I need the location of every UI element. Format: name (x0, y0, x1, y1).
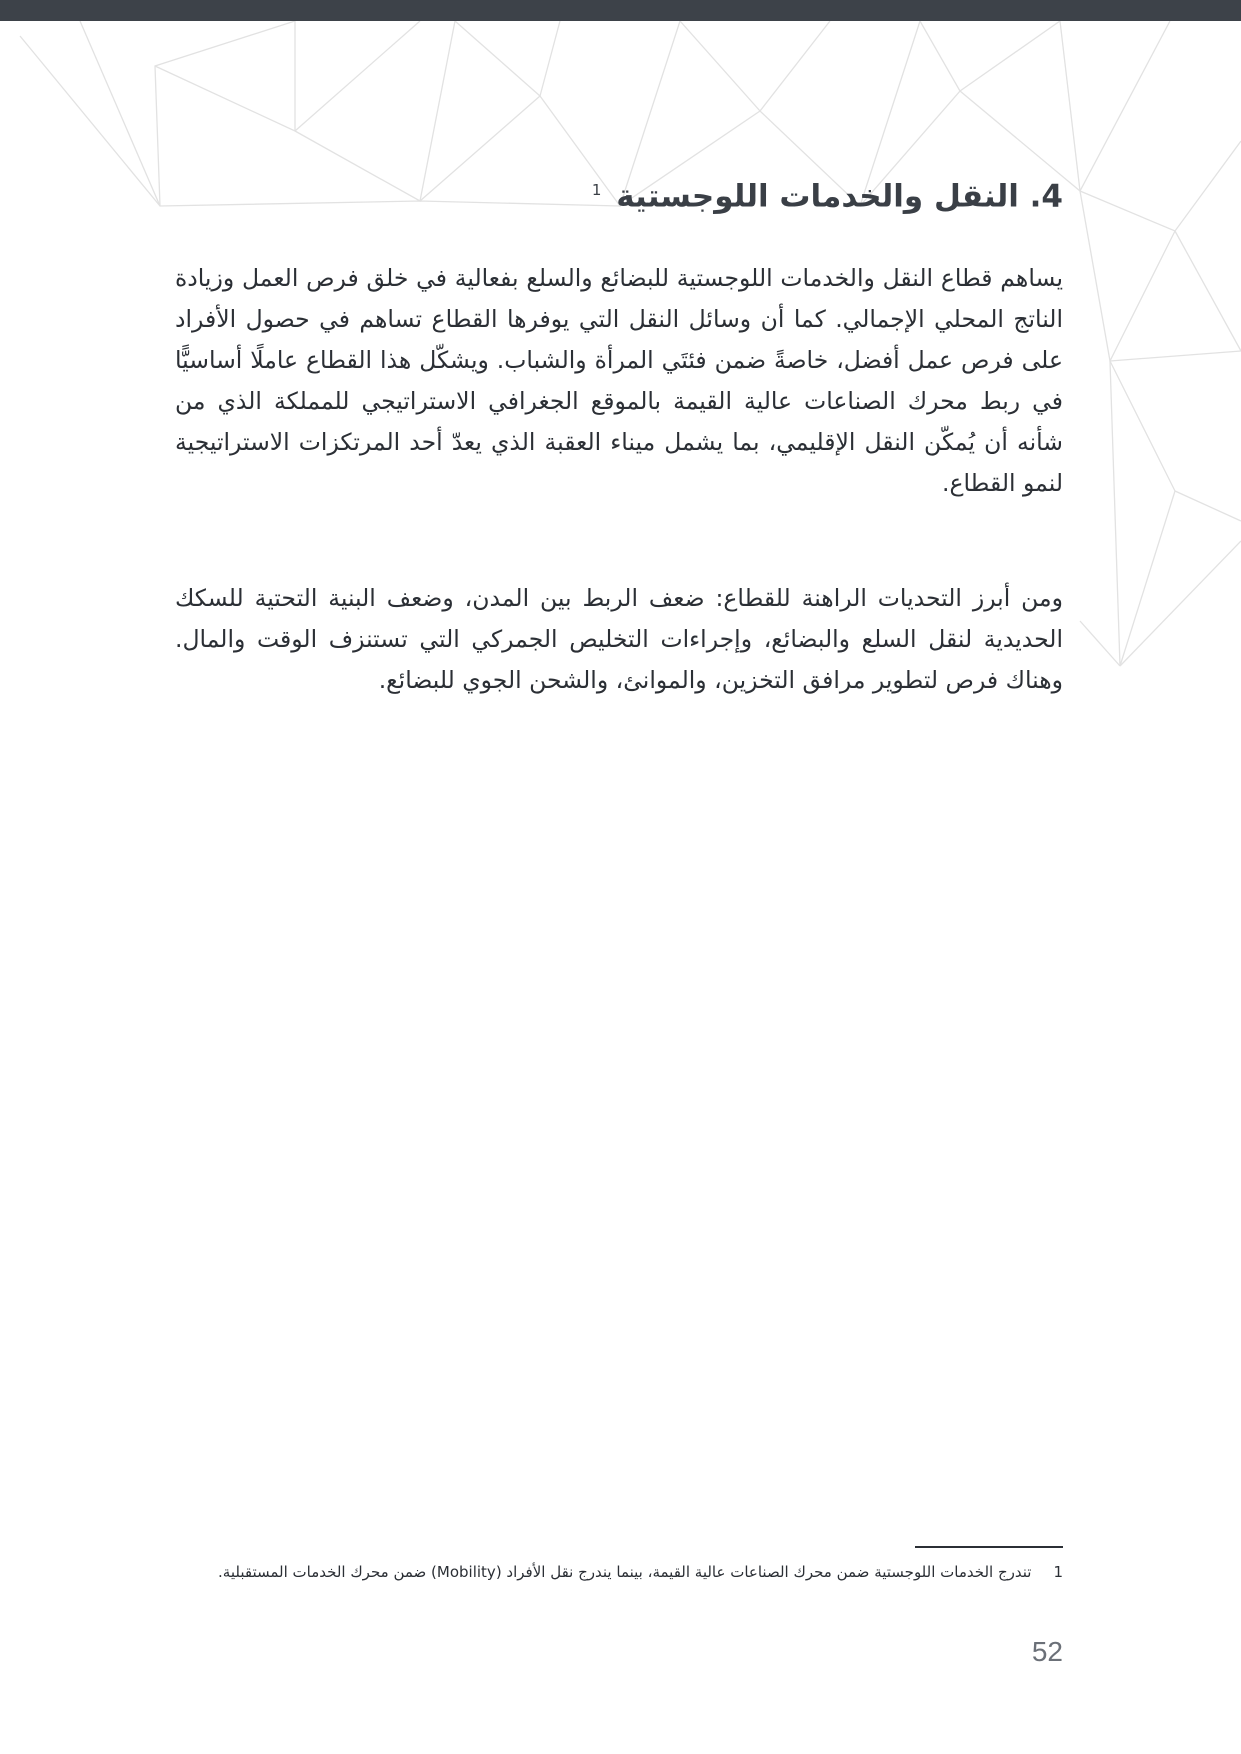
body-paragraph-2: ومن أبرز التحديات الراهنة للقطاع: ضعف الربط بين المدن، وضعف البنية التحتية للسكك الحديدية لنقل السلع والبضائع، وإجراءات التخليص الجمركي التي تستنزف الوقت والمال. وهناك فرص لتطوير مرافق التخزين، والموانئ، والشحن الجوي للبضائع. (175, 584, 1063, 694)
section-heading (175, 168, 1063, 218)
footnote-reference: 1 (591, 181, 602, 199)
footnote-number: 1 (1053, 1563, 1063, 1581)
footnote (175, 1560, 1063, 1584)
footnote-text: تندرج الخدمات اللوجستية ضمن محرك الصناعات عالية القيمة، بينما يندرج نقل الأفراد (Mobility) ضمن محرك الخدمات المستقبلية. (218, 1563, 1032, 1581)
section-number: 4. (1029, 178, 1063, 215)
body-paragraph-1: يساهم قطاع النقل والخدمات اللوجستية للبضائع والسلع بفعالية في خلق فرص العمل وزيادة الناتج المحلي الإجمالي. كما أن وسائل النقل التي يوفرها القطاع تساهم في حصول الأفراد على فرص عمل أفضل، خاصةً ضمن فئتَي المرأة والشباب. ويشكّل هذا القطاع عاملًا أساسيًّا في ربط محرك الصناعات عالية القيمة بالموقع الجغرافي الاستراتيجي للمملكة الذي من شأنه أن يُمكّن النقل الإقليمي، بما يشمل ميناء العقبة الذي يعدّ أحد المرتكزات الاستراتيجية لنمو القطاع. (175, 264, 1063, 497)
page-number: 52 (1031, 1636, 1063, 1667)
top-bar (0, 0, 1241, 21)
section-title: النقل والخدمات اللوجستية (616, 178, 1019, 215)
footnote-divider (915, 1546, 1063, 1548)
